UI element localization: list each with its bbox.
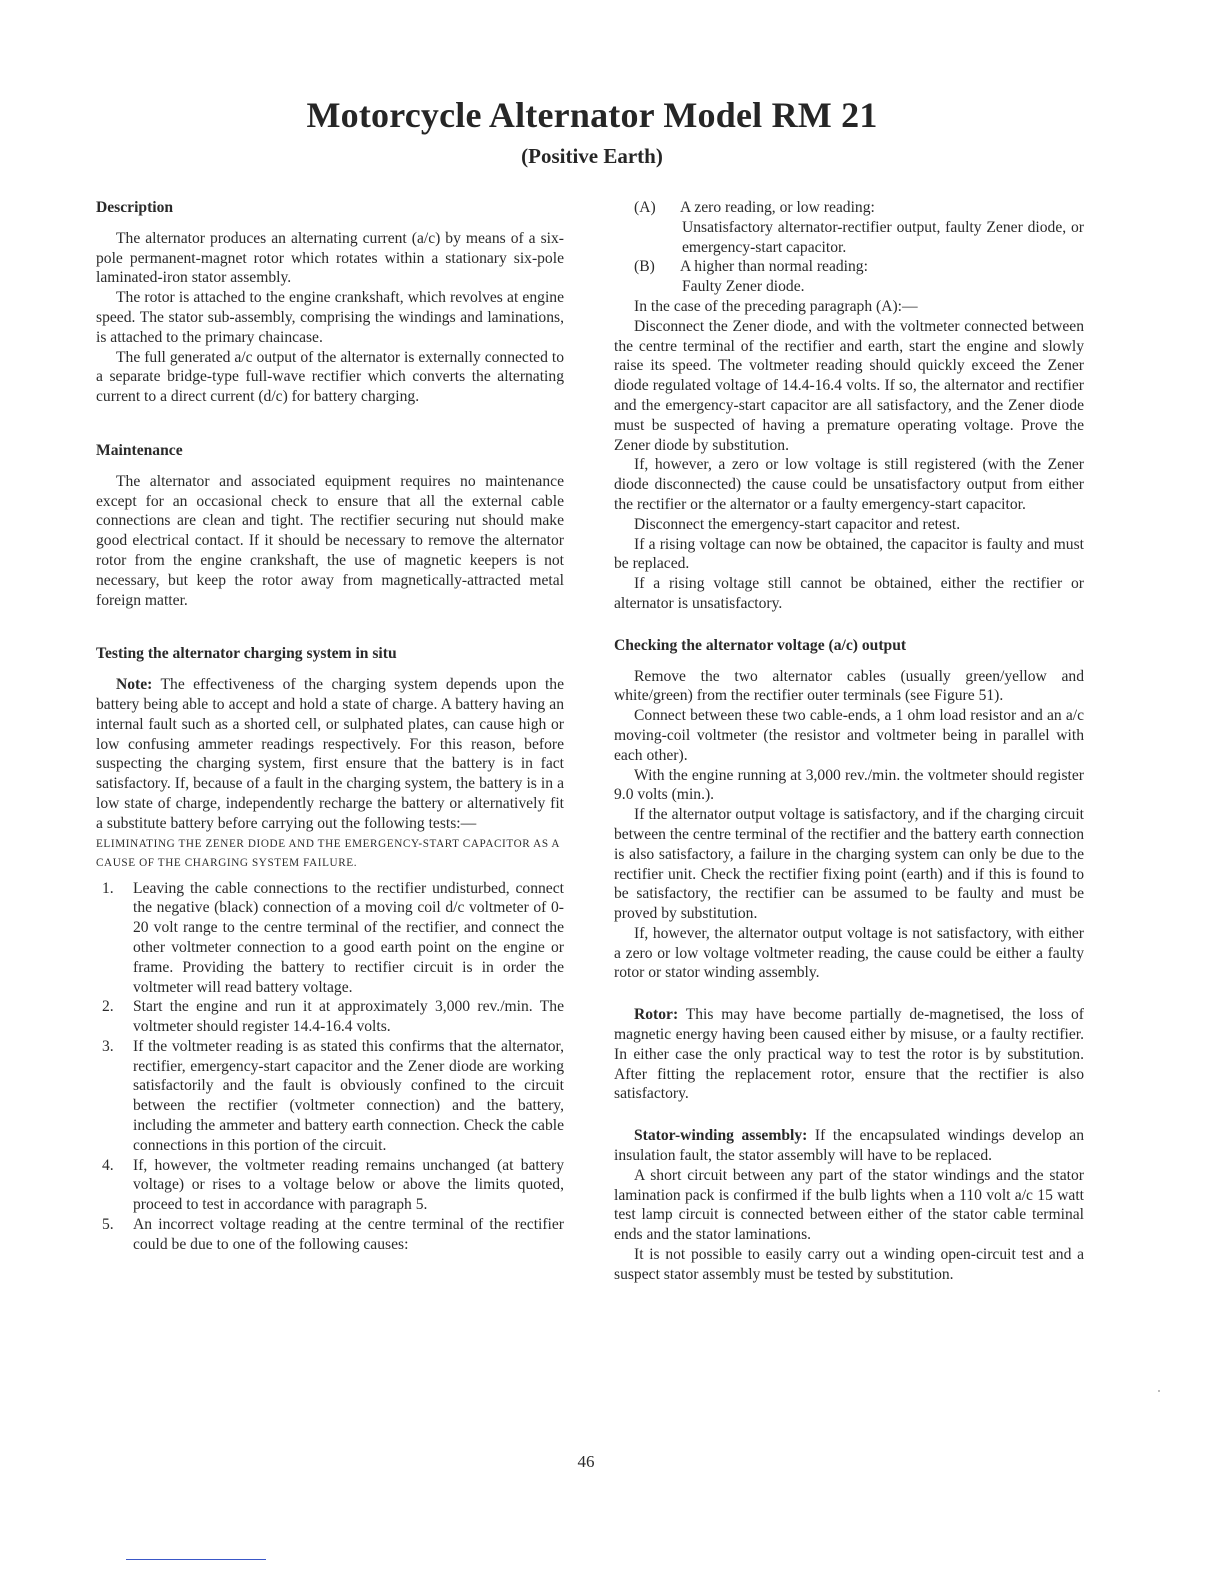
stator-paragraph: A short circuit between any part of the stator windings and the stator lamination pack is confirmed if the bulb lights when a 110 volt a/c 15 watt test lamp circuit is connected between either of the stator cable terminal ends and the stator laminations. (614, 1166, 1084, 1244)
list-item (96, 1215, 564, 1255)
list-text: An incorrect voltage reading at the centre terminal of the rectifier could be due to one of the following causes: (133, 1216, 564, 1253)
checking-paragraph: Connect between these two cable-ends, a 1 ohm load resistor and an a/c moving-coil voltmeter (the resistor and voltmeter being in parallel with each other). (614, 707, 1084, 764)
list-number: 1. (102, 879, 114, 897)
body-paragraph: In the case of the preceding paragraph (A):— (634, 297, 918, 315)
body-paragraph: If a rising voltage can now be obtained, the capacitor is faulty and must be replaced. (614, 535, 1084, 573)
footer-rule (126, 1559, 266, 1560)
cause-detail: Unsatisfactory alternator-rectifier output, faulty Zener diode, or emergency-start capacitor. (682, 218, 1084, 256)
description-paragraph: The full generated a/c output of the alternator is externally connected to a separate bridge-type full-wave rectifier which converts the alternating current to a direct current (d/c) for battery charging. (96, 348, 564, 406)
cause-tag: (A) (634, 199, 656, 216)
list-number: 4. (102, 1156, 114, 1174)
cause-line: A higher than normal reading: (680, 258, 868, 276)
list-text: If the voltmeter reading is as stated this confirms that the alternator, rectifier, emergency-start capacitor and the Zener diode are working satisfactorily and the fault is obviously confined to the circuit between the rectifier (voltmeter connection) and the battery, including the ammeter and battery earth connection. Check the cable connections in this portion of the circuit. (133, 1037, 564, 1154)
rotor-paragraph (614, 1005, 1084, 1104)
list-item (96, 1037, 564, 1156)
note-label: Note: (116, 676, 153, 694)
stator-paragraph: It is not possible to easily carry out a winding open-circuit test and a suspect stator assembly must be tested by substitution. (614, 1246, 1084, 1283)
left-column (96, 198, 564, 1255)
checking-paragraph: Remove the two alternator cables (usually green/yellow and white/green) from the rectifier outer terminals (see Figure 51). (614, 667, 1084, 705)
stator-paragraph (614, 1126, 1084, 1166)
checking-paragraph: If, however, the alternator output voltage is not satisfactory, with either a zero or low voltage voltmeter reading, the cause could be either a faulty rotor or stator winding assembly. (614, 924, 1084, 982)
list-text: Start the engine and run it at approximately 3,000 rev./min. The voltmeter should register 14.4-16.4 volts. (133, 998, 564, 1036)
body-paragraph: If a rising voltage still cannot be obtained, either the rectifier or alternator is unsatisfactory. (614, 575, 1084, 612)
cause-detail: Faulty Zener diode. (682, 278, 805, 296)
rotor-text: This may have become partially de-magnetised, the loss of magnetic energy having been caused either by misuse, or a faulty rectifier. In either case the only practical way to test the rotor is by substitution. After fitting the replacement rotor, ensure that the rectifier is also satisfactory. (614, 1006, 1084, 1103)
cause-item (614, 257, 1084, 277)
description-paragraph: The alternator produces an alternating current (a/c) by means of a six-pole permanent-magnet rotor which rotates within a stationary six-pole laminated-iron stator assembly. (96, 229, 564, 287)
list-number: 5. (102, 1216, 114, 1234)
list-number: 2. (102, 998, 114, 1016)
right-column (614, 198, 1084, 1285)
checking-heading: Checking the alternator voltage (a/c) output (614, 636, 907, 654)
cause-line: A zero reading, or low reading: (680, 199, 875, 216)
list-text: If, however, the voltmeter reading remains unchanged (at battery voltage) or rises to a voltage below or above the limits quoted, proceed to test in accordance with paragraph 5. (133, 1156, 564, 1214)
list-number: 3. (102, 1037, 114, 1055)
body-paragraph: Disconnect the Zener diode, and with the voltmeter connected between the centre terminal of the rectifier and earth, start the engine and slowly raise its speed. The voltmeter reading should quickly exceed the Zener diode regulated voltage of 14.4-16.4 volts. If so, the alternator and rectifier and the emergency-start capacitor are all satisfactory, and the Zener diode must be suspected of having a premature operating voltage. Prove the Zener diode by substitution. (614, 317, 1084, 454)
description-heading: Description (96, 199, 174, 216)
list-item (96, 879, 564, 998)
body-paragraph: Disconnect the emergency-start capacitor and retest. (634, 515, 961, 533)
list-item (96, 997, 564, 1037)
description-paragraph: The rotor is attached to the engine crankshaft, which revolves at engine speed. The stator sub-assembly, comprising the windings and laminations, is attached to the primary chaincase. (96, 289, 564, 346)
maintenance-heading: Maintenance (96, 441, 183, 459)
eliminating-subheading: ELIMINATING THE ZENER DIODE AND THE EMERGENCY-START CAPACITOR AS A CAUSE OF THE CHARGING SYSTEM FAILURE. (96, 837, 560, 869)
checking-paragraph: With the engine running at 3,000 rev./min. the voltmeter should register 9.0 volts (min.). (614, 766, 1084, 804)
rotor-label: Rotor: (634, 1006, 679, 1024)
testing-heading: Testing the alternator charging system in situ (96, 645, 397, 663)
list-text: Leaving the cable connections to the rectifier undisturbed, connect the negative (black) connection of a moving coil d/c voltmeter of 0-20 volt range to the centre terminal of the rectifier, and connect the other voltmeter connection to a good earth point on the engine or frame. Providing the battery to rectifier circuit is in order the voltmeter will read battery voltage. (133, 879, 564, 996)
stator-text: If the encapsulated windings develop an insulation fault, the stator assembly will have to be replaced. (614, 1127, 1084, 1165)
note-paragraph (96, 675, 564, 833)
page-subtitle: (Positive Earth) (521, 144, 663, 168)
page-number: 46 (577, 1452, 595, 1471)
checking-paragraph: If the alternator output voltage is satisfactory, and if the charging circuit between the centre terminal of the rectifier and the battery earth connection is also satisfactory, a failure in the charging system can only be due to the rectifier unit. Check the rectifier fixing point (earth) and if this is found to be satisfactory, the rectifier can be assumed to be faulty and must be proved by substitution. (614, 806, 1084, 923)
cause-item (614, 198, 1084, 218)
scan-speck (1158, 1390, 1160, 1392)
cause-tag: (B) (634, 258, 655, 276)
stator-label: Stator-winding assembly: (634, 1127, 808, 1145)
note-text: The effectiveness of the charging system depends upon the battery being able to accept and hold a state of charge. A battery having an internal fault such as a shorted cell, or sulphated plates, can cause high or low confusing ammeter readings respectively. For this reason, before suspecting the charging system, first ensure that the battery is in fact satisfactory. If, because of a fault in the charging system, the battery is in a low state of charge, independently recharge the battery or alternatively fit a substitute battery before carrying out the following tests:— (96, 676, 564, 832)
list-item (96, 1156, 564, 1215)
maintenance-paragraph: The alternator and associated equipment requires no maintenance except for an occasional check to ensure that all the external cable connections are clean and tight. The rectifier securing nut should make good electrical contact. If it should be necessary to remove the alternator rotor from the engine crankshaft, the use of magnetic keepers is not necessary, but keep the rotor away from magnetically-attracted metal foreign matter. (96, 472, 564, 609)
page-title: Motorcycle Alternator Model RM 21 (306, 95, 878, 135)
body-paragraph: If, however, a zero or low voltage is still registered (with the Zener diode disconnected) the cause could be unsatisfactory output from either the rectifier or the alternator or a faulty emergency-start capacitor. (614, 456, 1084, 513)
